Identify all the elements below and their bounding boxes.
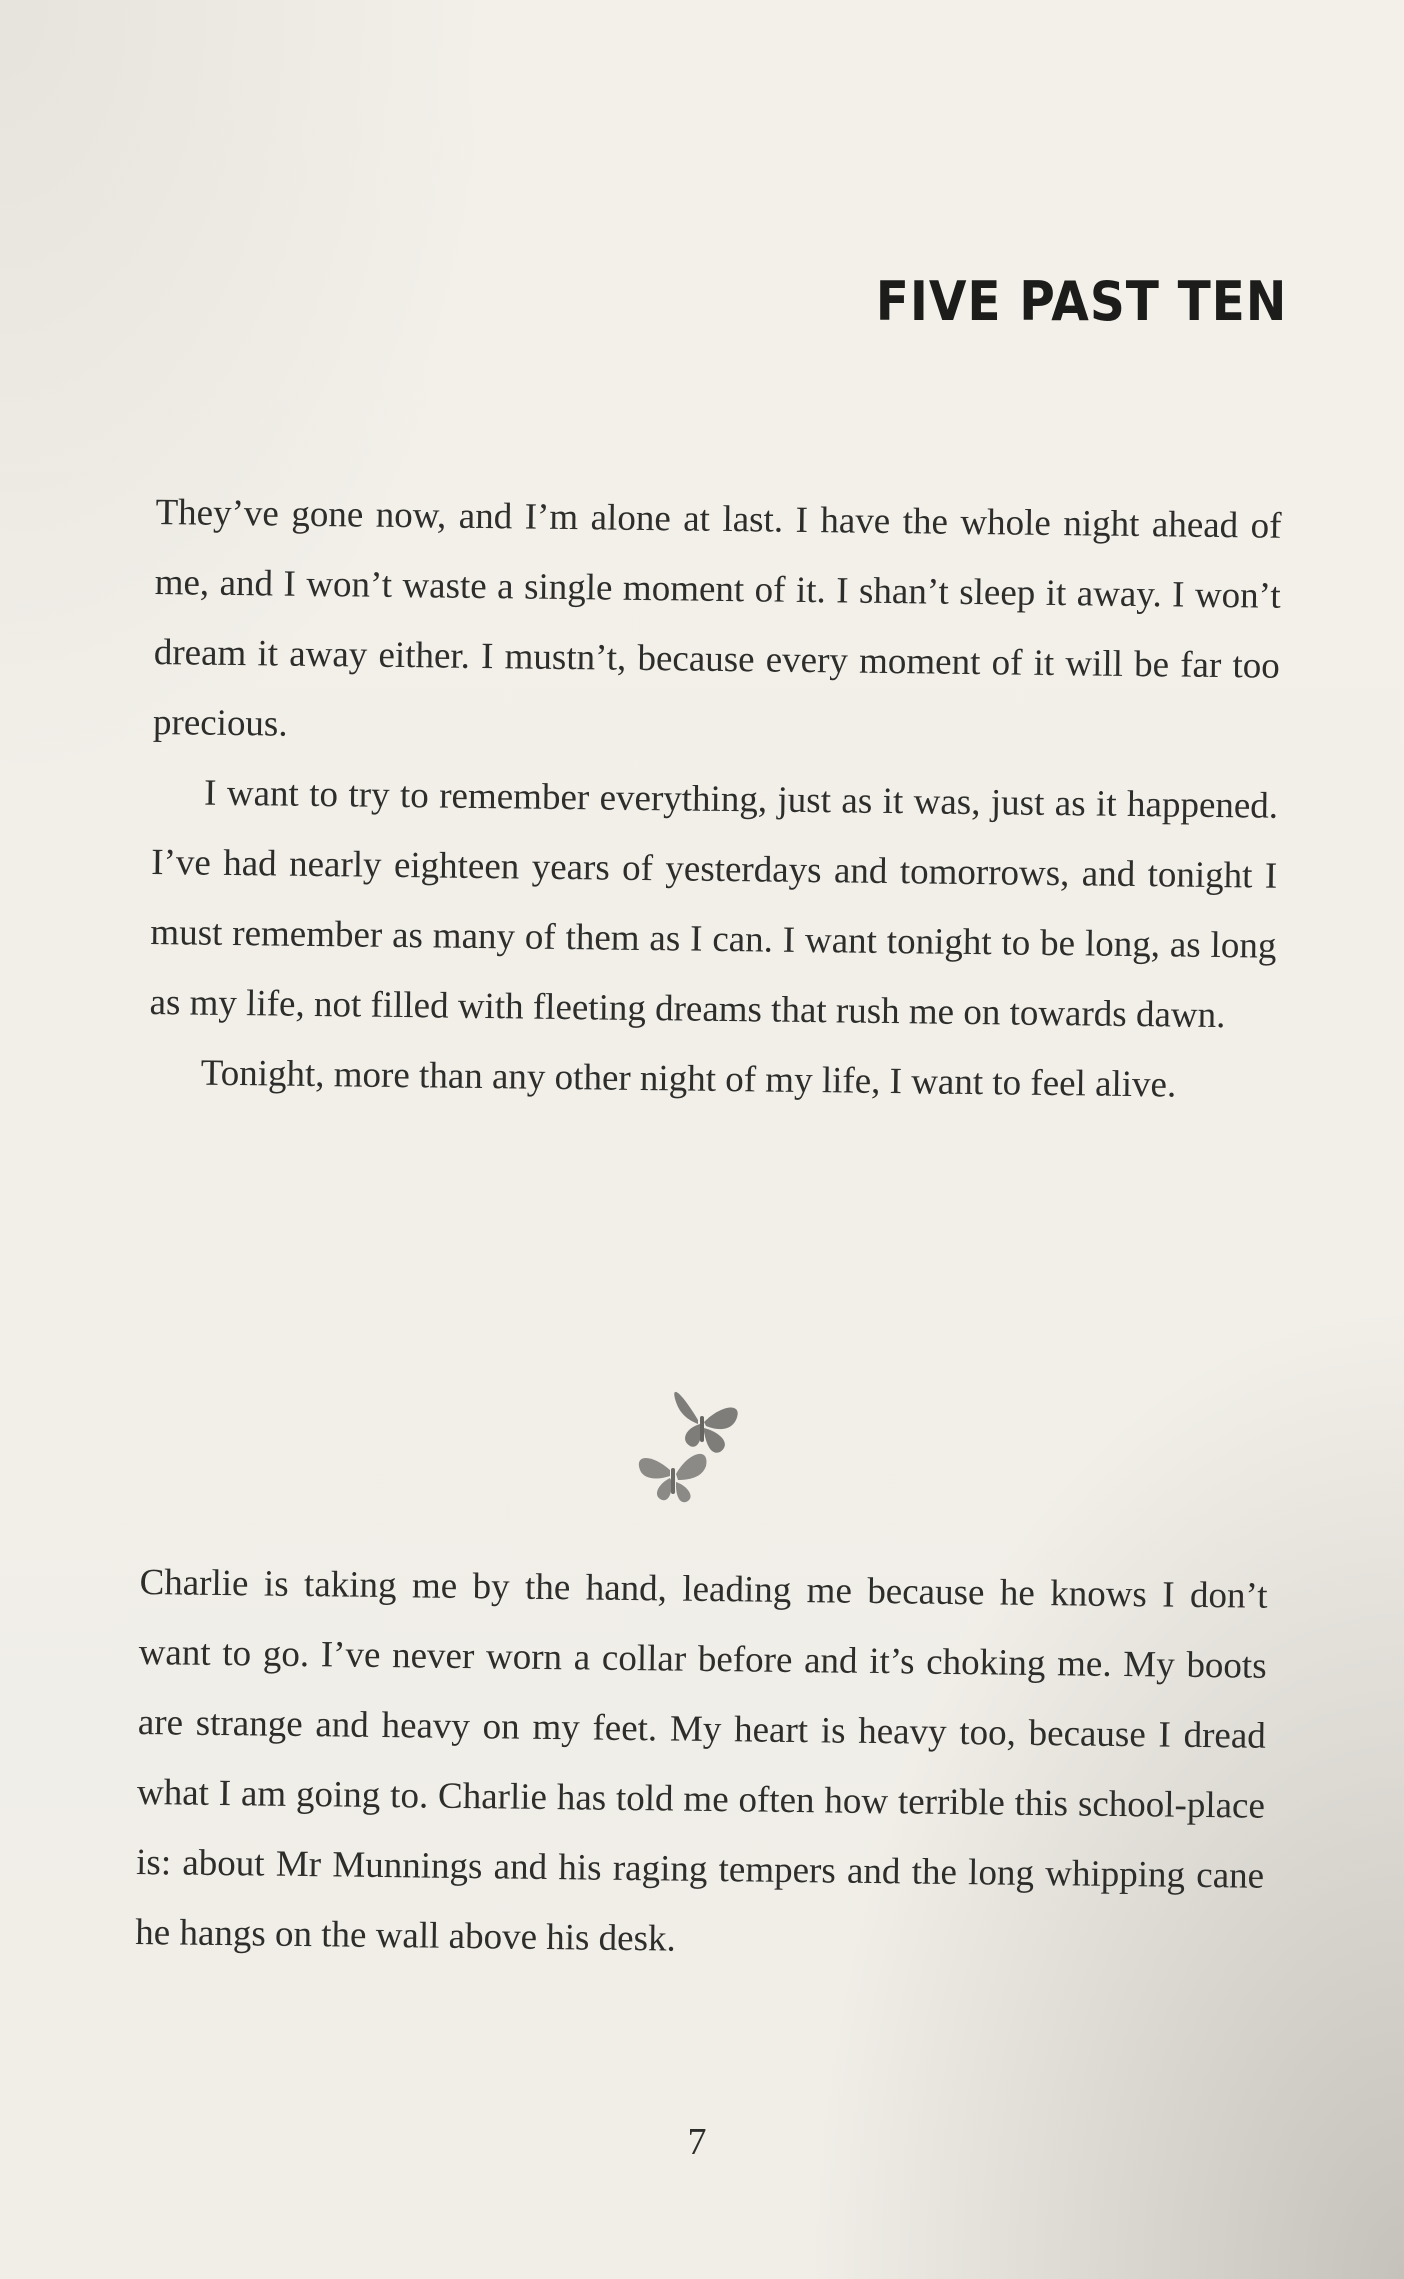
- chapter-title: FIVE PAST TEN: [875, 270, 1287, 333]
- paragraph: Charlie is taking me by the hand, leading me because he knows I don’t want to go. I’ve never worn a collar before and it’s choking me. My boots are strange and heavy on my feet. My heart is heavy too, because I dread what I am going to. Charlie has told me often how terrible this school-place is: about Mr Munnings and his raging tempers and the long whipping cane he hangs on the wall above his desk.: [135, 1561, 1268, 1960]
- page-number-text: 7: [687, 2121, 707, 2163]
- section-1-text: [148, 478, 1282, 1122]
- page-number: [0, 2120, 1404, 2164]
- butterflies-icon: [630, 1380, 790, 1520]
- paragraph: Tonight, more than any other night of my life, I want to feel alive.: [200, 1052, 1177, 1106]
- paragraph: I want to try to remember everything, just as it was, just as it happened. I’ve had nearly eighteen years of yesterdays and tomorrows, and tonight I must remember as many of them as I can. I want tonight to be long, as long as my life, not filled with fleeting dreams that rush me on towards dawn.: [149, 772, 1279, 1037]
- paragraph: They’ve gone now, and I’m alone at last. I have the whole night ahead of me, and I won’t waste a single moment of it. I shan’t sleep it away. I won’t dream it away either. I mustn’t, because every moment of it will be far too precious.: [152, 491, 1282, 745]
- section-2-text: [135, 1548, 1268, 1982]
